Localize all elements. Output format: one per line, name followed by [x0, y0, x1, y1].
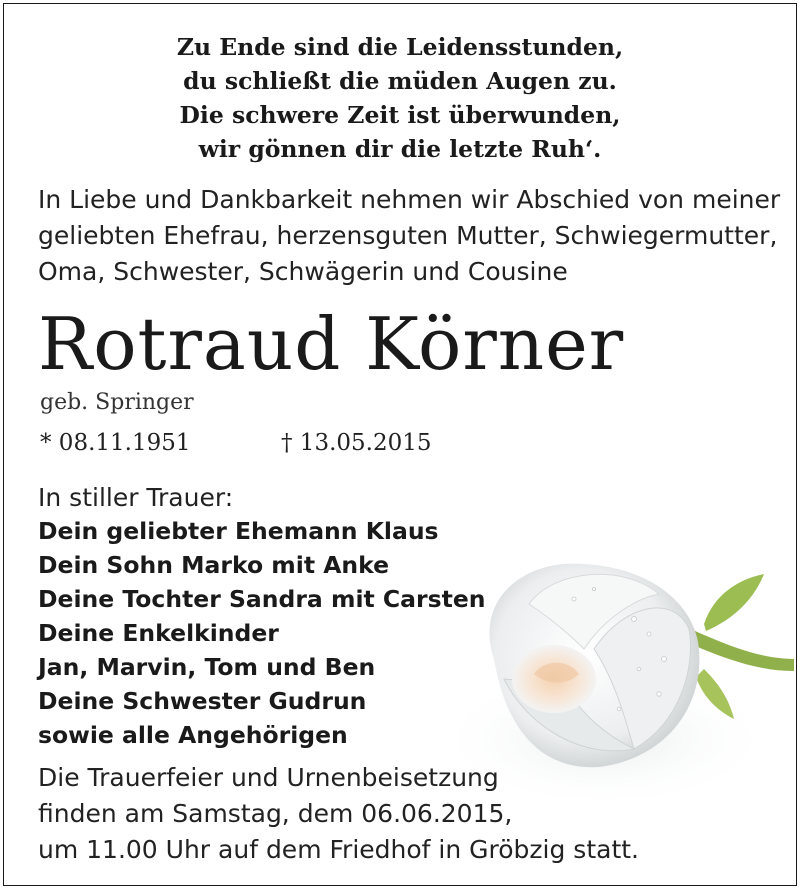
- mourners-list: [38, 514, 486, 752]
- funeral-details: [38, 760, 639, 868]
- birth-date: * 08.11.1951: [40, 430, 191, 456]
- maiden-name: geb. Springer: [40, 390, 194, 415]
- list-item: Deine Enkelkinder: [38, 619, 279, 647]
- poem-line: wir gönnen dir die letzte Ruh‘.: [198, 135, 602, 163]
- list-item: Dein geliebter Ehemann Klaus: [38, 517, 439, 545]
- poem-line: Die schwere Zeit ist überwunden,: [179, 101, 621, 129]
- list-item: Jan, Marvin, Tom und Ben: [38, 653, 376, 681]
- list-item: Dein Sohn Marko mit Anke: [38, 551, 390, 579]
- funeral-line: finden am Samstag, dem 06.06.2015,: [38, 799, 513, 828]
- list-item: Deine Schwester Gudrun: [38, 687, 367, 715]
- mourners-label: In stiller Trauer:: [38, 483, 234, 512]
- funeral-line: um 11.00 Uhr auf dem Friedhof in Gröbzig statt.: [38, 835, 640, 864]
- poem-line: du schließt die müden Augen zu.: [183, 67, 617, 95]
- intro-line: In Liebe und Dankbarkeit nehmen wir Abschied von meiner: [38, 185, 781, 214]
- list-item: sowie alle Angehörigen: [38, 721, 348, 749]
- intro-line: geliebten Ehefrau, herzensguten Mutter, Schwiegermutter,: [38, 221, 778, 250]
- intro-line: Oma, Schwester, Schwägerin und Cousine: [38, 257, 568, 286]
- list-item: Deine Tochter Sandra mit Carsten: [38, 585, 486, 613]
- funeral-line: Die Trauerfeier und Urnenbeisetzung: [38, 763, 499, 792]
- deceased-name: Rotraud Körner: [38, 302, 625, 386]
- poem-line: Zu Ende sind die Leidensstunden,: [176, 33, 624, 61]
- memorial-poem: [4, 30, 796, 166]
- death-date: † 13.05.2015: [281, 430, 432, 456]
- intro-text: [38, 182, 781, 290]
- obituary-notice: [3, 3, 797, 886]
